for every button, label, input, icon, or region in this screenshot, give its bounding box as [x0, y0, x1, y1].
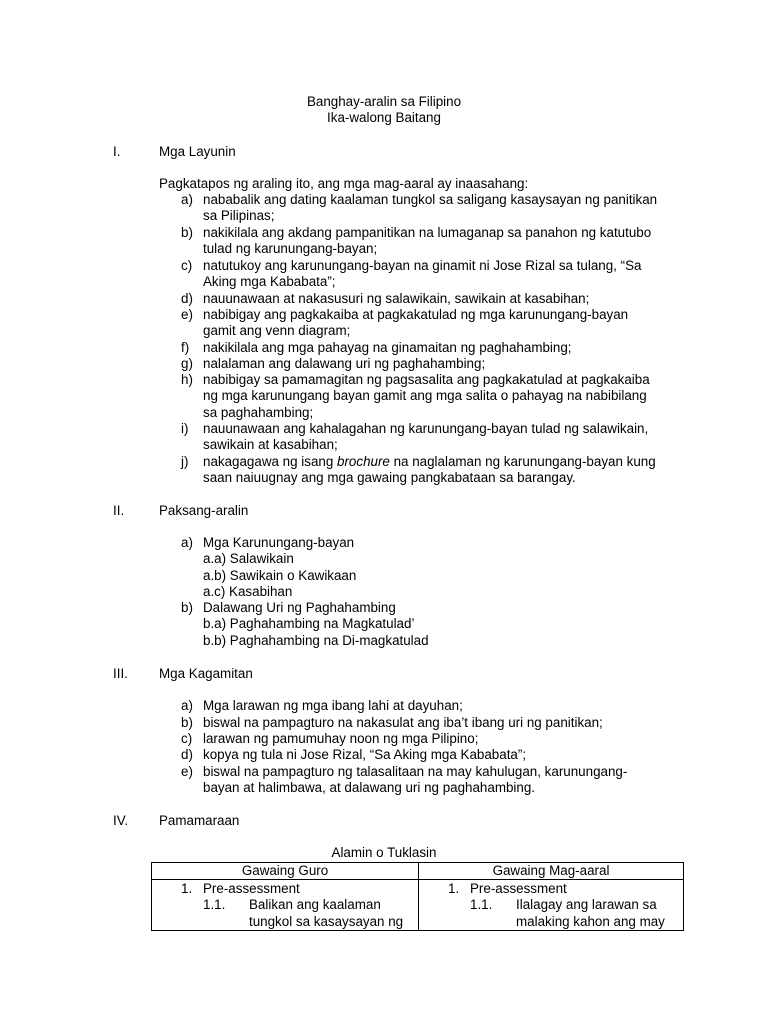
substep-number: 1.1.: [203, 897, 226, 913]
item-text: gamit ang venn diagram;: [203, 323, 351, 339]
section-number: II.: [113, 503, 125, 518]
document-title: Banghay-aralin sa Filipino: [306, 94, 462, 109]
section-number: IV.: [113, 813, 129, 828]
item-text: nakagagawa ng isang brochure na naglalaman ng karunungang-bayan kung: [203, 454, 656, 469]
item-label: a): [181, 698, 193, 713]
item-label: c): [181, 258, 193, 273]
substep-text: tungkol sa kasaysayan ng: [249, 914, 404, 930]
item-text: sa paghahambing;: [203, 404, 314, 420]
item-text: Mga larawan ng mga ibang lahi at dayuhan;: [203, 698, 463, 713]
step-number: 1.: [181, 881, 193, 897]
objectives-intro: Pagkatapos ng araling ito, ang mga mag-aaral ay inaasahang:: [159, 176, 529, 191]
section-number: III.: [113, 666, 128, 681]
table-header-row: [152, 863, 684, 880]
section-title: Mga Layunin: [159, 144, 236, 159]
section-title: Mga Kagamitan: [159, 666, 253, 681]
table-cell-teacher: [152, 880, 419, 931]
item-text: tulad ng karunungang-bayan;: [203, 241, 378, 257]
item-label: b): [181, 715, 193, 730]
substep-text: Ilalagay ang larawan sa: [516, 897, 657, 913]
item-label: d): [181, 291, 193, 306]
item-text: natutukoy ang karunungang-bayan na ginamit ni Jose Rizal sa tulang, “Sa: [203, 258, 642, 273]
item-text: nabibigay ang pagkakaiba at pagkakatulad ng mga karunungang-bayan: [203, 307, 629, 322]
item-text: sawikain at kasabihan;: [203, 437, 338, 453]
item-text: saan naiuugnay ang mga gawaing pangkabataan sa barangay.: [203, 470, 576, 486]
item-label: i): [181, 421, 189, 436]
section-title: Paksang-aralin: [159, 503, 249, 518]
section-title: Pamamaraan: [159, 813, 240, 828]
item-text: nakikilala ang mga pahayag na ginamaitan ng paghahambing;: [203, 340, 572, 355]
item-label: b): [181, 600, 193, 615]
substep-number: 1.1.: [470, 897, 493, 913]
item-text: Dalawang Uri ng Paghahambing: [203, 600, 396, 615]
item-label: g): [181, 356, 193, 371]
item-label: c): [181, 731, 193, 746]
item-text: Mga Karunungang-bayan: [203, 535, 355, 550]
item-label: d): [181, 747, 193, 762]
item-text: biswal na pampagturo ng talasalitaan na may kahulugan, karunungang-: [203, 764, 628, 779]
item-label: e): [181, 307, 193, 322]
substep-text: malaking kahon ang may: [516, 914, 665, 930]
item-text: kopya ng tula ni Jose Rizal, “Sa Aking mga Kababata”;: [203, 747, 527, 762]
step-number: 1.: [448, 881, 460, 897]
table-cell-student: [419, 880, 684, 931]
item-label: a): [181, 535, 193, 550]
step-text: Pre-assessment: [470, 881, 567, 897]
item-text: Aking mga Kababata”;: [203, 274, 336, 290]
item-label: f): [181, 340, 190, 355]
item-text: nauunawaan at nakasusuri ng salawikain, sawikain at kasabihan;: [203, 291, 590, 306]
topic-subitem: b.b) Paghahambing na Di-magkatulad: [203, 633, 429, 648]
item-label: e): [181, 764, 193, 779]
item-text: larawan ng pamumuhay noon ng mga Pilipino;: [203, 731, 479, 746]
italic-term: brochure: [337, 454, 390, 469]
topic-subitem: a.a) Salawikain: [203, 551, 294, 566]
step-text: Pre-assessment: [203, 881, 300, 897]
document-subtitle: Ika-walong Baitang: [327, 110, 441, 125]
item-label: b): [181, 225, 193, 240]
substep-text: Balikan ang kaalaman: [249, 897, 381, 913]
item-text: nalalaman ang dalawang uri ng paghahambing;: [203, 356, 486, 371]
item-label: j): [181, 454, 189, 469]
item-text: ng mga karunungang bayan gamit ang mga salita o pahayag na nabibilang: [203, 388, 647, 404]
item-text: nauunawaan ang kahalagahan ng karunungang-bayan tulad ng salawikain,: [203, 421, 649, 436]
item-text: biswal na pampagturo na nakasulat ang iba’t ibang uri ng panitikan;: [203, 715, 603, 730]
item-text: sa Pilipinas;: [203, 208, 275, 224]
section-number: I.: [113, 144, 121, 159]
topic-subitem: b.a) Paghahambing na Magkatulad’: [203, 616, 415, 631]
table-caption: Alamin o Tuklasin: [331, 845, 437, 860]
topic-subitem: a.b) Sawikain o Kawikaan: [203, 568, 357, 583]
item-text: bayan at halimbawa, at dalawang uri ng paghahambing.: [203, 780, 536, 796]
item-label: a): [181, 192, 193, 207]
column-header: Gawaing Guro: [152, 863, 419, 880]
item-label: h): [181, 372, 193, 387]
item-text: nababalik ang dating kaalaman tungkol sa saligang kasaysayan ng panitikan: [203, 192, 658, 207]
item-text: nabibigay sa pamamagitan ng pagsasalita ang pagkakatulad at pagkakaiba: [203, 372, 650, 387]
table-row: [152, 880, 684, 931]
procedure-table: [151, 862, 684, 931]
column-header: Gawaing Mag-aaral: [419, 863, 684, 880]
item-text: nakikilala ang akdang pampanitikan na lumaganap sa panahon ng katutubo: [203, 225, 652, 240]
topic-subitem: a.c) Kasabihan: [203, 584, 293, 599]
